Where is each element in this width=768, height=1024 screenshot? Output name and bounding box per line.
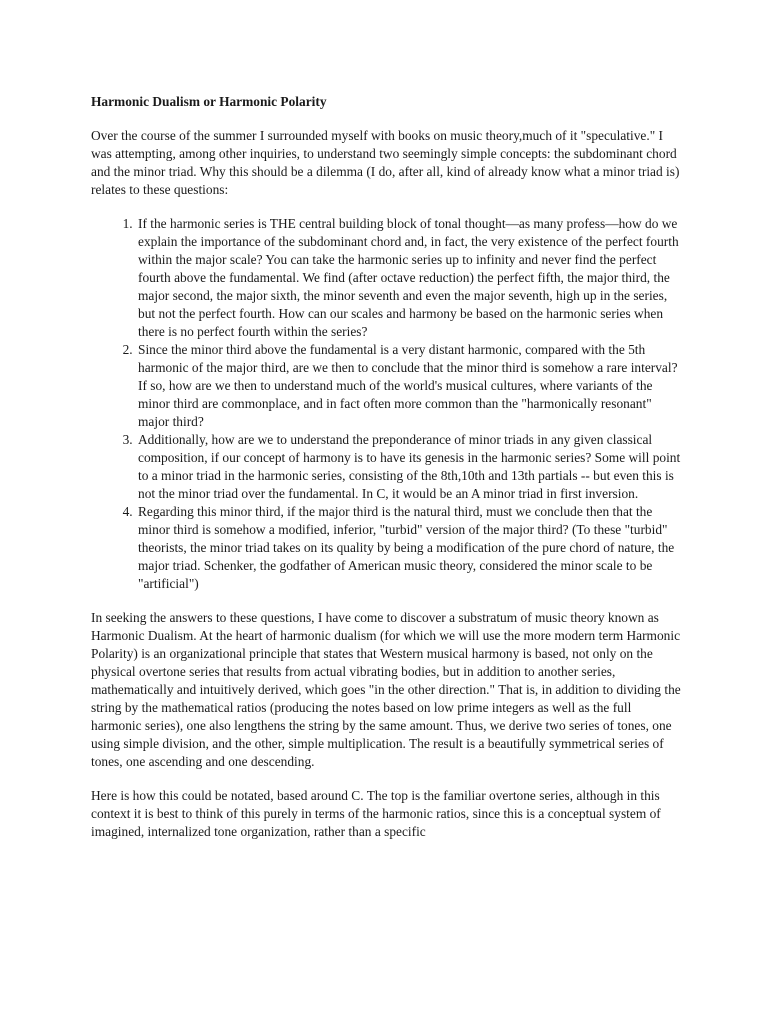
list-item: 3. Additionally, how are we to understand the preponderance of minor triads in any given classical composition, if our concept of harmony is to have its genesis in the harmonic series? Some will point to a minor triad in the harmonic series, consisting of the 8th,10th and 13th partials -- but even this is not the minor triad over the fundamental. In C, it would be an A minor triad in first inversion. — [136, 431, 681, 503]
list-item: 1. If the harmonic series is THE central building block of tonal thought—as many profess—how do we explain the importance of the subdominant chord and, in fact, the very existence of the perfect fourth within the major scale? You can take the harmonic series up to infinity and never find the perfect fourth above the fundamental. We find (after octave reduction) the perfect fifth, the major third, the major second, the major sixth, the minor seventh and even the major seventh, high up in the series, but not the perfect fourth. How can our scales and harmony be based on the harmonic series when there is no perfect fourth within the series? — [136, 215, 681, 341]
harmonic-dualism-paragraph: In seeking the answers to these questions, I have come to discover a substratum of music theory known as Harmonic Dualism. At the heart of harmonic dualism (for which we will use the more modern term Harmonic Polarity) is an organizational principle that states that Western musical harmony is based, not only on the physical overtone series that results from actual vibrating bodies, but in addition to another series, mathematically and intuitively derived, which goes "in the other direction." That is, in addition to dividing the string by the mathematical ratios (producing the notes based on low prime integers as well as the full harmonic series), one also lengthens the string by the same amount. Thus, we derive two series of tones, one using simple division, and the other, simple multiplication. The result is a beautifully symmetrical series of tones, one ascending and one descending. — [91, 610, 681, 769]
document-page — [91, 93, 681, 857]
questions-list — [91, 215, 681, 593]
list-item: 2. Since the minor third above the fundamental is a very distant harmonic, compared with the 5th harmonic of the major third, are we then to conclude that the minor third is somehow a rare interval? If so, how are we then to understand much of the world's musical cultures, where variants of the minor third are commonplace, and in fact often more common than the "harmonically resonant" major third? — [136, 341, 681, 431]
intro-paragraph: Over the course of the summer I surrounded myself with books on music theory,much of it "speculative." I was attempting, among other inquiries, to understand two seemingly simple concepts: the subdominant chord and the minor triad. Why this should be a dilemma (I do, after all, kind of already know what a minor triad is) relates to these questions: — [91, 128, 680, 197]
document-title: Harmonic Dualism or Harmonic Polarity — [91, 94, 327, 109]
notation-paragraph: Here is how this could be notated, based around C. The top is the familiar overtone series, although in this context it is best to think of this purely in terms of the harmonic ratios, since this is a conceptual system of imagined, internalized tone organization, rather than a specific — [91, 788, 661, 839]
list-item: 4. Regarding this minor third, if the major third is the natural third, must we conclude then that the minor third is somehow a modified, inferior, "turbid" version of the major third? (To these "turbid" theorists, the minor triad takes on its quality by being a modification of the pure chord of nature, the major triad. Schenker, the godfather of American music theory, considered the minor scale to be "artificial") — [136, 503, 681, 593]
